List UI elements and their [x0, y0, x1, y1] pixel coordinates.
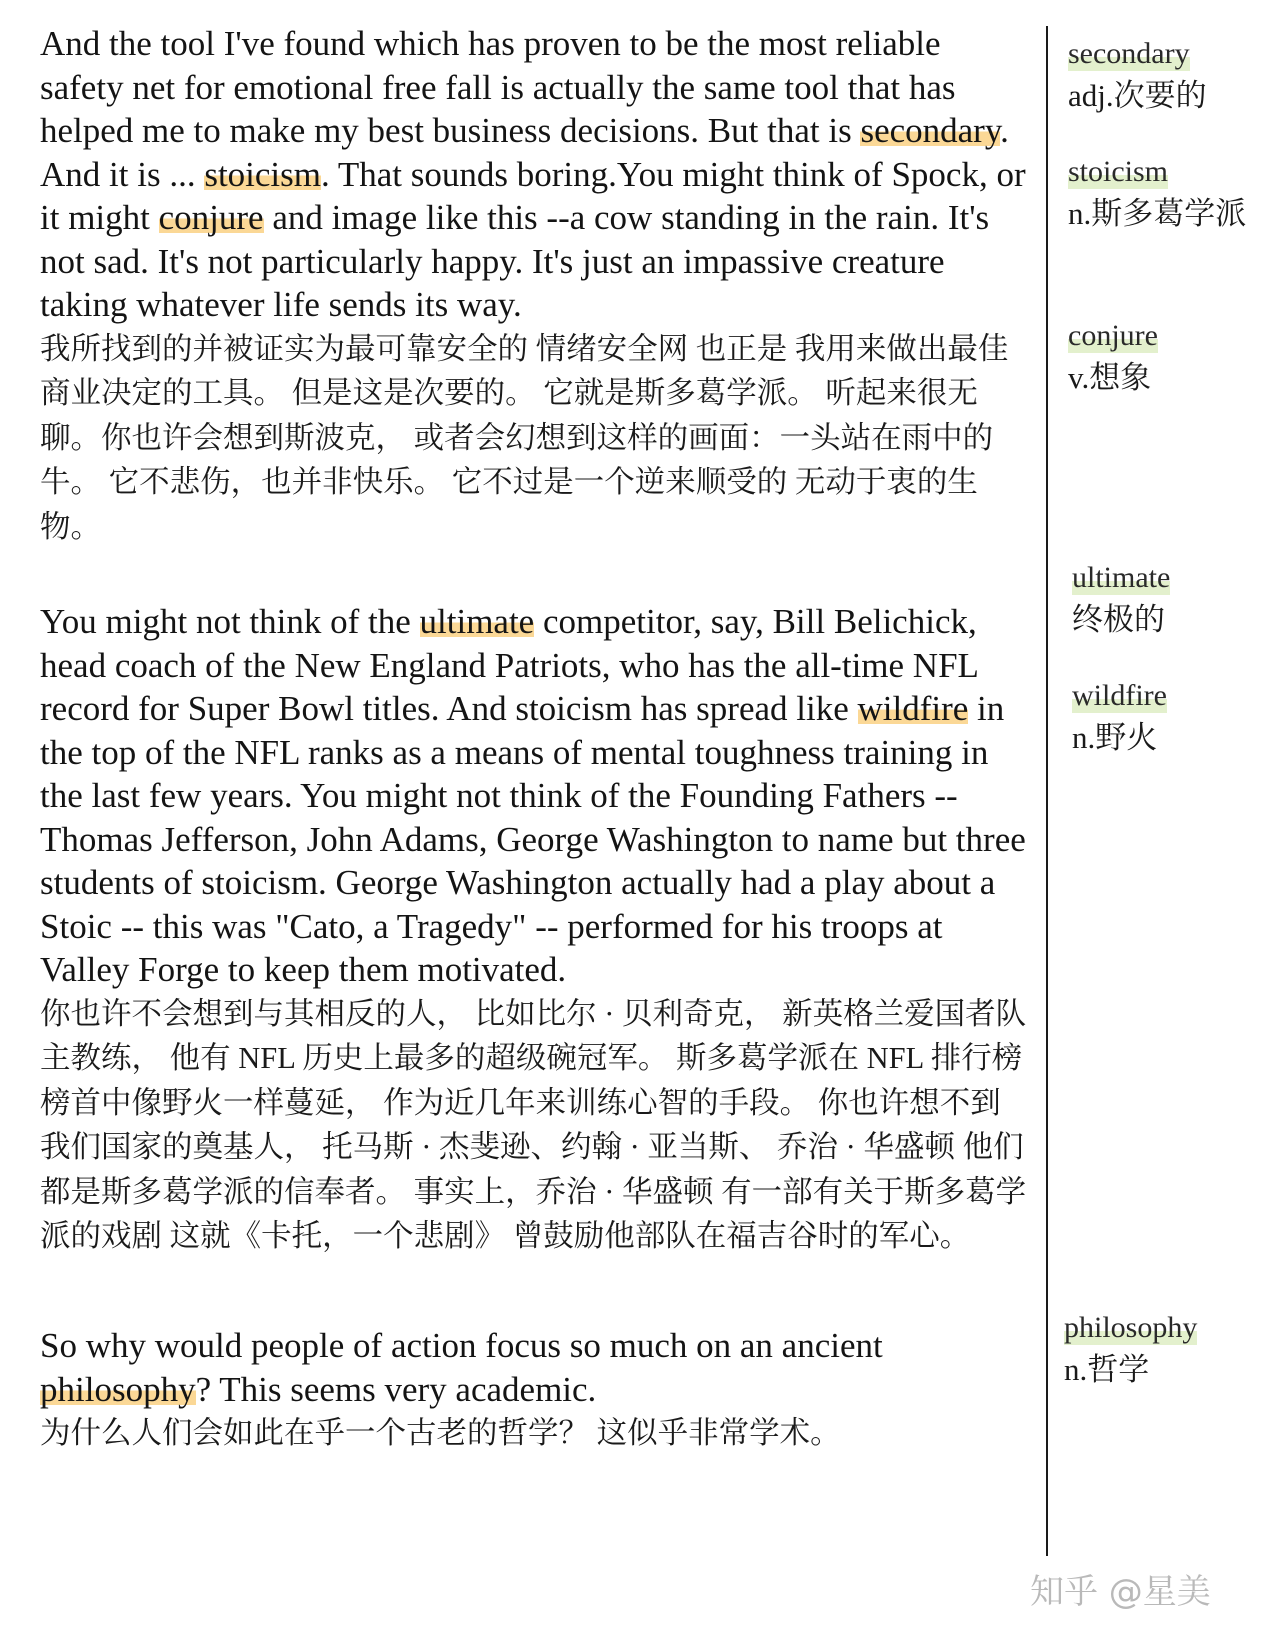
highlight-conjure: conjure [158, 198, 264, 237]
vocab-note-stoicism [1068, 152, 1248, 236]
vocab-note-philosophy [1064, 1308, 1264, 1392]
vocab-definition: 终极的 [1072, 602, 1165, 637]
highlight-ultimate: ultimate [419, 602, 535, 641]
vocab-word: secondary [1068, 34, 1190, 74]
vocab-note-wildfire [1072, 676, 1264, 760]
column-divider [1046, 26, 1048, 1556]
highlight-philosophy: philosophy [40, 1369, 196, 1409]
vocab-note-ultimate [1072, 558, 1264, 642]
paragraph-1 [40, 22, 1030, 549]
english-text: You might not think of the ultimate competitor, say, Bill Belichick, head coach of the New England Patriots, who has the all-time NFL record for Super Bowl titles. And stoicism has spread like wildfire in the top of the NFL ranks as a means of mental toughness training in the last few years. You might not think of the Founding Fathers -- Thomas Jefferson, John Adams, George Washington to name but three students of stoicism. George Washington actually had a play about a Stoic -- this was "Cato, a Tragedy" -- performed for his troops at Valley Forge to keep them motivated. [40, 602, 1026, 989]
vocab-word: wildfire [1072, 676, 1167, 716]
chinese-translation: 我所找到的并被证实为最可靠安全的 情绪安全网 也正是 我用来做出最佳商业决定的工具。 但是这是次要的。 它就是斯多葛学派。 听起来很无聊。你也许会想到斯波克， 或者会幻想到这样的画面：一头站在雨中的牛。 它不悲伤，也并非快乐。 它不过是一个逆来顺受的 无动于衷的生物。 [40, 331, 1009, 544]
vocab-definition: v.想象 [1068, 360, 1152, 395]
zhihu-watermark: 知乎 @星美 [1030, 1572, 1211, 1612]
vocab-note-conjure [1068, 316, 1264, 400]
vocab-definition: n.斯多葛学派 [1068, 196, 1247, 231]
highlight-secondary: secondary [860, 111, 1001, 150]
english-text: And the tool I've found which has proven to be the most reliable safety net for emotional free fall is actually the same tool that has helped me to make my best business decisions. But that is secondary. And it is ... stoicism. That sounds boring.You might think of Spock, or it might conjure and image like this --a cow standing in the rain. It's not sad. It's not particularly happy. It's just an impassive creature taking whatever life sends its way. [40, 24, 1026, 324]
chinese-translation: 为什么人们会如此在乎一个古老的哲学？ 这似乎非常学术。 [40, 1416, 841, 1450]
vocab-word: philosophy [1064, 1308, 1197, 1348]
highlight-wildfire: wildfire [857, 689, 969, 728]
vocab-word: ultimate [1072, 558, 1170, 598]
vocab-word: stoicism [1068, 152, 1168, 192]
vocab-word: conjure [1068, 316, 1158, 356]
paragraph-2 [40, 600, 1030, 1259]
vocab-definition: n.野火 [1072, 720, 1158, 755]
paragraph-3 [40, 1324, 1030, 1456]
highlight-stoicism: stoicism [204, 154, 322, 194]
english-text: So why would people of action focus so much on an ancient philosophy? This seems very academic. [40, 1326, 883, 1409]
vocab-definition: adj.次要的 [1068, 78, 1207, 113]
chinese-translation: 你也许不会想到与其相反的人， 比如比尔 · 贝利奇克， 新英格兰爱国者队主教练， 他有 NFL 历史上最多的超级碗冠军。 斯多葛学派在 NFL 排行榜榜首中像野火一样蔓延， 作为近几年来训练心智的手段。 你也许想不到我们国家的奠基人， 托马斯 · 杰斐逊、约翰 · 亚当斯、 乔治 · 华盛顿 他们都是斯多葛学派的信奉者。 事实上，乔治 · 华盛顿 有一部有关于斯多葛学派的戏剧 这就《卡托，一个悲剧》 曾鼓励他部队在福吉谷时的军心。 [40, 996, 1027, 1253]
vocab-definition: n.哲学 [1064, 1352, 1150, 1387]
vocab-note-secondary [1068, 34, 1264, 118]
main-text-column [40, 22, 1030, 1450]
